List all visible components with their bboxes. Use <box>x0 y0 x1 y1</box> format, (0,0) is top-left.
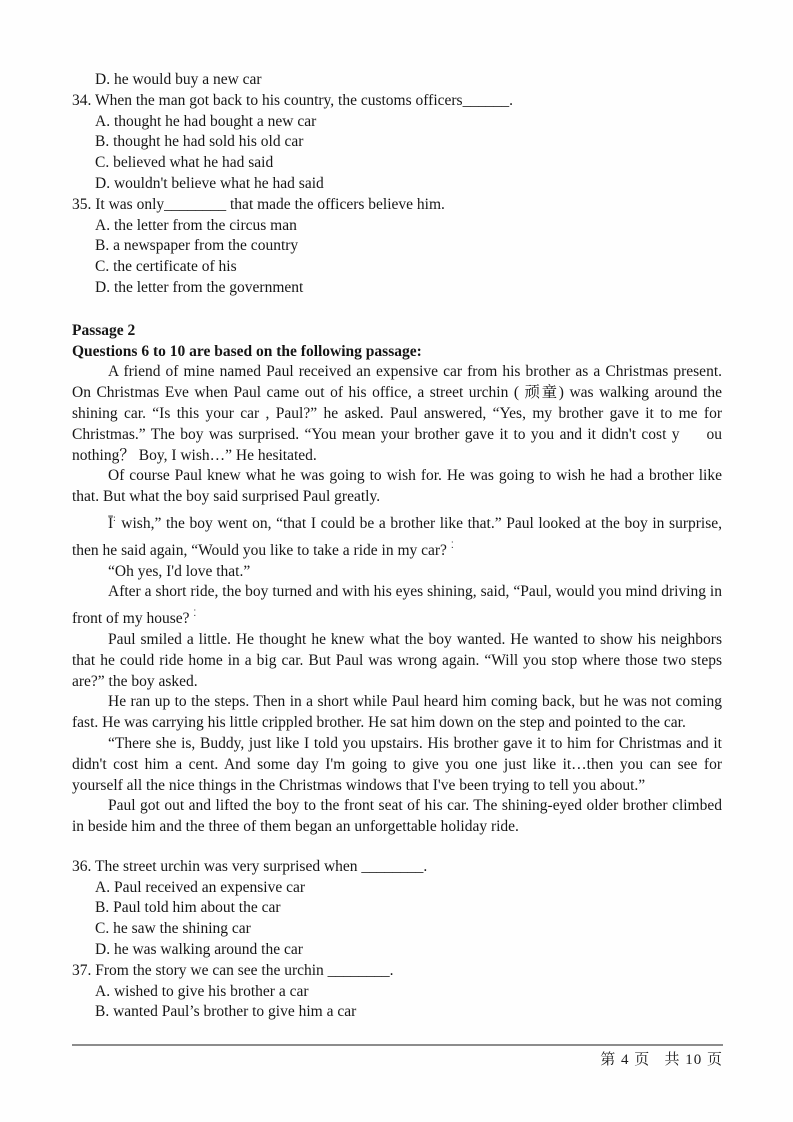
question-option: B. Paul told him about the car <box>95 899 281 917</box>
passage-paragraph <box>72 582 722 630</box>
question-option: C. the certificate of his <box>95 258 237 276</box>
question-stem: 34. When the man got back to his country, the customs officers______. <box>72 91 513 109</box>
passage-paragraph <box>72 692 722 734</box>
question-option: A. Paul received an expensive car <box>95 878 306 896</box>
question-option: D. wouldn't believe what he had said <box>95 174 324 192</box>
text-segment: A friend of mine named Paul received an expensive car from his brother as a Christmas present. On Christmas Eve when Paul came out of his office, a street urchin ( 顽童) was walking around the shining car. “Is this your car , Paul?” he asked. Paul answered, “Yes, my brother gave it to me for Christmas.” The boy was surprised. “You mean your brother gave it to you and it didn't cost y ou nothing？ Boy, I wish…” He hesitated. <box>72 363 722 464</box>
superscript-mark: : <box>113 512 117 523</box>
page-number: 第 4 页 共 10 页 <box>600 1052 723 1068</box>
question-option: B. a newspaper from the country <box>95 237 299 255</box>
question-option: B. thought he had sold his old car <box>95 133 304 151</box>
passage-paragraph <box>72 630 722 692</box>
superscript-mark: ⁚ <box>450 539 455 550</box>
text-segment: He ran up to the steps. Then in a short while Paul heard him coming back, but he was not coming fast. He was carrying his little crippled brother. He sat him down on the step and pointed to the car. <box>72 693 722 732</box>
text-segment: wish,” the boy went on, “that I could be a brother like that.” Paul looked at the boy in surprise, then he said again, “Would you like to take a ride in my car? <box>72 514 722 559</box>
page-content <box>72 70 722 1023</box>
passage-paragraph <box>72 362 722 466</box>
passage-paragraph <box>72 734 722 796</box>
question-option: D. he would buy a new car <box>95 71 262 88</box>
questions-bottom-section <box>72 857 722 1023</box>
text-segment: Paul smiled a little. He thought he knew what the boy wanted. He wanted to show his neighbors that he could ride home in a big car. But Paul was wrong again. “Will you stop where those two steps are?” the boy asked. <box>72 630 722 690</box>
passage-section <box>72 321 722 838</box>
passage-paragraph <box>72 508 722 562</box>
question-stem: 36. The street urchin was very surprised when ________. <box>72 857 428 875</box>
question-option: C. he saw the shining car <box>95 920 251 938</box>
question-option: D. he was walking around the car <box>95 941 303 959</box>
questions-bottom-list <box>72 857 722 1023</box>
question-stem: 35. It was only________ that made the officers believe him. <box>72 195 445 213</box>
question-option: A. the letter from the circus man <box>95 216 297 234</box>
questions-top-section <box>72 70 722 299</box>
text-segment: Ī <box>108 514 114 532</box>
text-segment: “Oh yes, I'd love that.” <box>108 562 251 580</box>
questions-top-list <box>72 91 722 299</box>
question-option: B. wanted Paul’s brother to give him a car <box>95 1003 357 1021</box>
text-segment: After a short ride, the boy turned and with his eyes shining, said, “Paul, would you mind driving in front of my house? <box>72 583 722 628</box>
question-option: D. the letter from the government <box>95 278 304 296</box>
superscript-mark: ⁚ <box>193 608 198 619</box>
passage-subheading: Questions 6 to 10 are based on the following passage: <box>72 342 422 360</box>
passage-paragraph <box>72 796 722 838</box>
question-option: A. wished to give his brother a car <box>95 982 309 1000</box>
question-option: A. thought he had bought a new car <box>95 112 317 130</box>
passage-paragraph <box>72 466 722 508</box>
footer-rule <box>72 1044 723 1046</box>
text-segment: “There she is, Buddy, just like I told you upstairs. His brother gave it to him for Christmas and it didn't cost him a cent. And some day I'm going to give you one just like it…then you can see for yourself all the nice things in the Christmas windows that I've been trying to tell you about.” <box>72 734 722 794</box>
passage-paragraph <box>72 562 722 583</box>
text-segment: Paul got out and lifted the boy to the front seat of his car. The shining-eyed older brother climbed in beside him and the three of them began an unforgettable holiday ride. <box>72 797 722 836</box>
text-segment: Of course Paul knew what he was going to wish for. He was going to wish he had a brother like that. But what the boy said surprised Paul greatly. <box>72 467 722 506</box>
question-option: C. believed what he had said <box>95 154 274 172</box>
page-footer <box>72 1044 723 1069</box>
passage-paragraphs <box>72 362 722 838</box>
question-stem: 37. From the story we can see the urchin ________. <box>72 961 394 979</box>
passage-heading: Passage 2 <box>72 321 136 339</box>
